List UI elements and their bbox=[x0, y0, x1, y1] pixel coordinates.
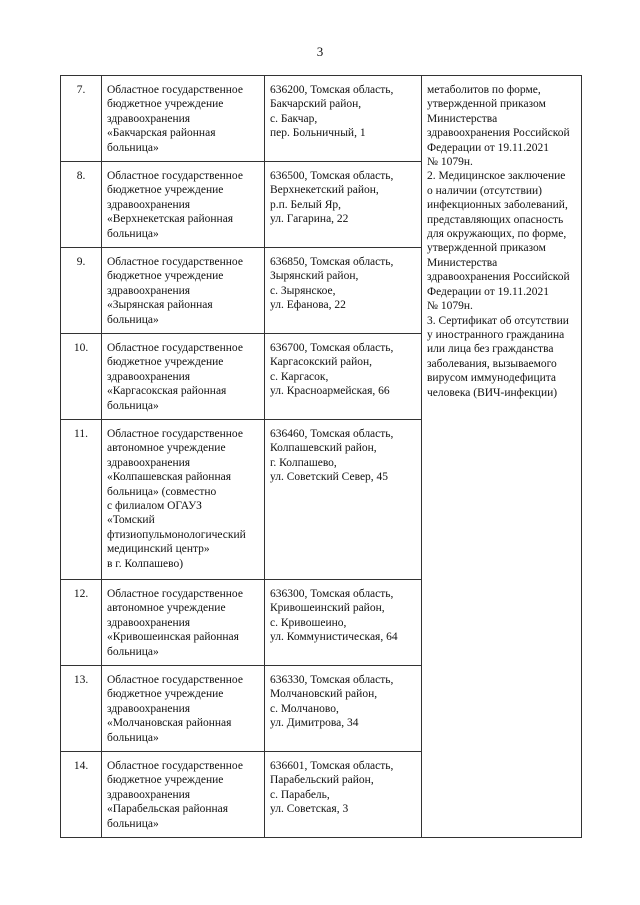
organization-line: здравоохранения bbox=[107, 616, 191, 629]
address-line: 636700, Томская область, bbox=[270, 342, 394, 354]
organization-name bbox=[102, 752, 265, 838]
document-line: метаболитов по форме, bbox=[427, 84, 541, 96]
document-line: утвержденной приказом bbox=[427, 242, 546, 255]
row-number: 12. bbox=[61, 580, 102, 666]
organization-line: здравоохранения bbox=[107, 370, 191, 383]
document-line: здравоохранения Российской bbox=[427, 271, 570, 284]
address-line: с. Парабель, bbox=[270, 788, 330, 801]
row-number: 13. bbox=[61, 666, 102, 752]
address-line: с. Бакчар, bbox=[270, 112, 318, 125]
organization-address bbox=[265, 162, 422, 248]
address-line: Бакчарский район, bbox=[270, 98, 362, 111]
organization-line: больница» bbox=[107, 731, 159, 744]
organization-line: здравоохранения bbox=[107, 456, 191, 469]
organization-address bbox=[265, 752, 422, 838]
document-line: или лица без гражданства bbox=[427, 343, 554, 356]
document-line: человека (ВИЧ-инфекции) bbox=[427, 386, 558, 399]
organization-name bbox=[102, 76, 265, 162]
document-line: Федерации от 19.11.2021 bbox=[427, 285, 550, 298]
address-line: 636850, Томская область, bbox=[270, 256, 394, 268]
organization-line: бюджетное учреждение bbox=[107, 270, 224, 283]
organization-name bbox=[102, 162, 265, 248]
organization-line: «Верхнекетская районная bbox=[107, 213, 234, 226]
address-line: Молчановский район, bbox=[270, 688, 378, 701]
organization-line: больница» bbox=[107, 645, 159, 658]
organization-address bbox=[265, 334, 422, 420]
organization-line: автономное учреждение bbox=[107, 442, 226, 455]
organization-line: здравоохранения bbox=[107, 198, 191, 211]
address-line: 636500, Томская область, bbox=[270, 170, 394, 182]
address-line: Парабельский район, bbox=[270, 774, 374, 787]
organization-line: Областное государственное bbox=[107, 170, 243, 182]
address-line: ул. Красноармейская, 66 bbox=[270, 385, 390, 398]
organization-address bbox=[265, 666, 422, 752]
address-line: ул. Советский Север, 45 bbox=[270, 471, 389, 484]
address-line: с. Зырянское, bbox=[270, 284, 336, 297]
address-line: Колпашевский район, bbox=[270, 442, 377, 455]
organization-line: «Кривошеинская районная bbox=[107, 631, 239, 644]
document-line: инфекционных заболеваний, bbox=[427, 199, 568, 212]
address-line: 636300, Томская область, bbox=[270, 588, 394, 600]
organization-line: Областное государственное bbox=[107, 342, 243, 354]
address-line: ул. Гагарина, 22 bbox=[270, 213, 349, 226]
organization-address bbox=[265, 580, 422, 666]
address-line: г. Колпашево, bbox=[270, 456, 337, 469]
address-line: Зырянский район, bbox=[270, 270, 359, 283]
organization-line: здравоохранения bbox=[107, 112, 191, 125]
address-line: 636460, Томская область, bbox=[270, 428, 394, 440]
organization-line: Областное государственное bbox=[107, 588, 243, 600]
document-line: 3. Сертификат об отсутствии bbox=[427, 314, 569, 327]
organization-line: «Молчановская районная bbox=[107, 717, 232, 730]
organization-line: в г. Колпашево) bbox=[107, 557, 184, 570]
document-line: Федерации от 19.11.2021 bbox=[427, 141, 550, 154]
address-line: ул. Димитрова, 34 bbox=[270, 717, 359, 730]
row-number: 7. bbox=[61, 76, 102, 162]
organization-line: «Зырянская районная bbox=[107, 299, 213, 312]
required-documents bbox=[422, 76, 582, 838]
organization-address bbox=[265, 76, 422, 162]
table-row bbox=[61, 76, 582, 162]
organization-name bbox=[102, 666, 265, 752]
organization-name bbox=[102, 420, 265, 580]
address-line: с. Молчаново, bbox=[270, 702, 339, 715]
organization-line: бюджетное учреждение bbox=[107, 688, 224, 701]
document-line: № 1079н. bbox=[427, 156, 473, 169]
address-line: Кривошеинский район, bbox=[270, 602, 385, 615]
organization-line: Областное государственное bbox=[107, 674, 243, 686]
organization-line: больница» bbox=[107, 227, 159, 240]
row-number: 10. bbox=[61, 334, 102, 420]
organization-name bbox=[102, 334, 265, 420]
document-line: у иностранного гражданина bbox=[427, 328, 565, 341]
organization-address bbox=[265, 248, 422, 334]
address-line: Каргасокский район, bbox=[270, 356, 373, 369]
organization-line: больница» bbox=[107, 141, 159, 154]
organization-line: «Каргасокская районная bbox=[107, 385, 227, 398]
document-line: здравоохранения Российской bbox=[427, 127, 570, 140]
address-line: 636330, Томская область, bbox=[270, 674, 394, 686]
address-line: 636200, Томская область, bbox=[270, 84, 394, 96]
row-number: 11. bbox=[61, 420, 102, 580]
organization-line: медицинский центр» bbox=[107, 543, 210, 556]
organization-line: Областное государственное bbox=[107, 256, 243, 268]
organization-line: здравоохранения bbox=[107, 284, 191, 297]
row-number: 8. bbox=[61, 162, 102, 248]
document-line: представляющих опасность bbox=[427, 213, 564, 226]
organization-line: больница» bbox=[107, 313, 159, 326]
address-line: ул. Ефанова, 22 bbox=[270, 299, 346, 312]
row-number: 9. bbox=[61, 248, 102, 334]
address-line: с. Каргасок, bbox=[270, 370, 329, 383]
organization-name bbox=[102, 248, 265, 334]
organization-line: бюджетное учреждение bbox=[107, 184, 224, 197]
document-line: для окружающих, по форме, bbox=[427, 228, 567, 241]
organization-line: бюджетное учреждение bbox=[107, 98, 224, 111]
organization-line: бюджетное учреждение bbox=[107, 774, 224, 787]
organization-name bbox=[102, 580, 265, 666]
organization-line: «Томский bbox=[107, 514, 155, 527]
document-line: 2. Медицинское заключение bbox=[427, 170, 566, 183]
address-line: пер. Больничный, 1 bbox=[270, 127, 366, 140]
row-number: 14. bbox=[61, 752, 102, 838]
organization-line: больница» bbox=[107, 817, 159, 830]
organization-line: здравоохранения bbox=[107, 788, 191, 801]
address-line: с. Кривошеино, bbox=[270, 616, 347, 629]
organization-line: автономное учреждение bbox=[107, 602, 226, 615]
document-line: вирусом иммунодефицита bbox=[427, 372, 557, 385]
document-line: № 1079н. bbox=[427, 300, 473, 313]
organization-line: больница» (совместно bbox=[107, 485, 217, 498]
organization-line: «Бакчарская районная bbox=[107, 127, 216, 140]
organization-line: «Парабельская районная bbox=[107, 803, 229, 816]
organization-line: с филиалом ОГАУЗ bbox=[107, 500, 202, 513]
organization-line: здравоохранения bbox=[107, 702, 191, 715]
organization-line: Областное государственное bbox=[107, 84, 243, 96]
organization-line: Областное государственное bbox=[107, 760, 243, 772]
document-line: заболевания, вызываемого bbox=[427, 357, 557, 370]
document-line: утвержденной приказом bbox=[427, 98, 546, 111]
address-line: р.п. Белый Яр, bbox=[270, 198, 342, 211]
document-line: Министерства bbox=[427, 112, 498, 125]
organization-line: бюджетное учреждение bbox=[107, 356, 224, 369]
organization-line: больница» bbox=[107, 399, 159, 412]
clinics-table bbox=[60, 75, 582, 838]
document-line: Министерства bbox=[427, 256, 498, 269]
organization-line: «Колпашевская районная bbox=[107, 471, 232, 484]
document-line: о наличии (отсутствии) bbox=[427, 184, 543, 197]
organization-line: Областное государственное bbox=[107, 428, 243, 440]
organization-line: фтизиопульмонологический bbox=[107, 528, 246, 541]
address-line: Верхнекетский район, bbox=[270, 184, 379, 197]
address-line: 636601, Томская область, bbox=[270, 760, 394, 772]
address-line: ул. Коммунистическая, 64 bbox=[270, 631, 398, 644]
organization-address bbox=[265, 420, 422, 580]
address-line: ул. Советская, 3 bbox=[270, 803, 349, 816]
page-number: 3 bbox=[316, 44, 324, 59]
